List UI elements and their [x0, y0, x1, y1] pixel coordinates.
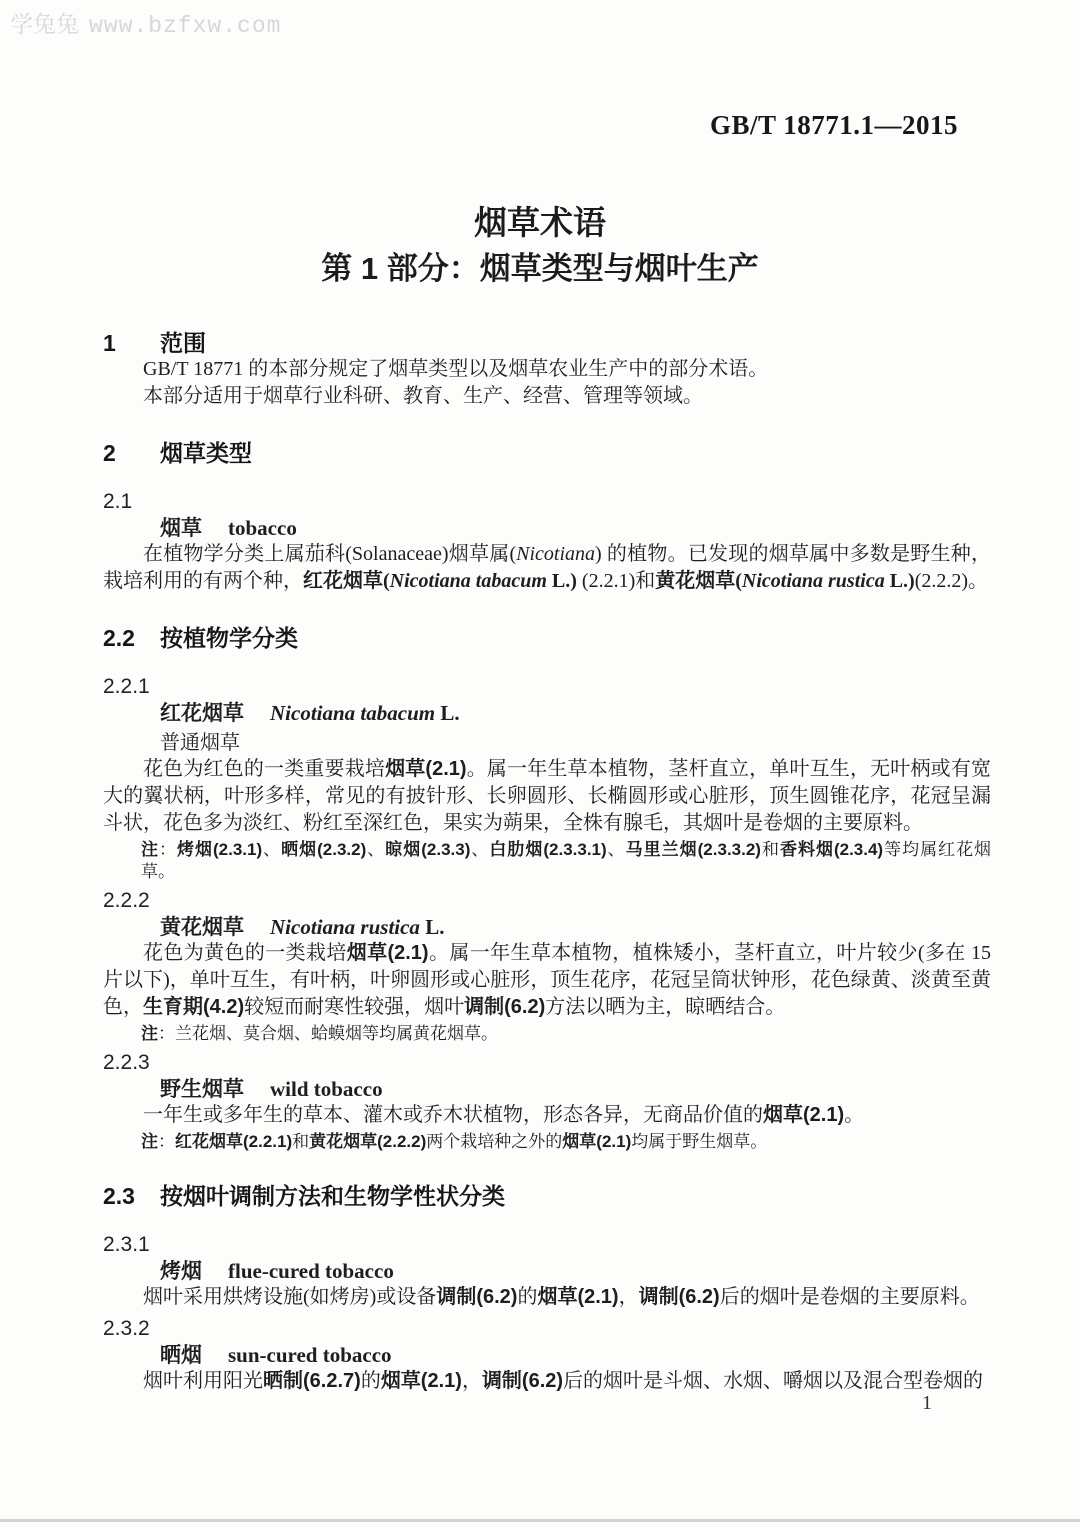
- heading-2.3: [103, 1183, 991, 1209]
- para: [103, 940, 991, 1021]
- text-run: ：: [158, 1132, 175, 1151]
- text-run: 香料烟(2.3.4): [779, 840, 884, 859]
- text-run: 烟草(2.1): [346, 942, 429, 964]
- heading-number: 2.2: [103, 625, 135, 651]
- para: [103, 541, 991, 595]
- text-run: 、: [470, 840, 490, 859]
- heading-number: 1: [103, 330, 116, 356]
- text-run: 调制(6.2): [638, 1286, 720, 1308]
- text-run: 白肋烟(2.3.3.1): [489, 840, 607, 859]
- clause-2.3.1: 2.3.1: [103, 1233, 150, 1256]
- para: [103, 1284, 991, 1311]
- text-run: Nicotiana rustica: [741, 570, 885, 592]
- text-run: 烟草(2.1): [763, 1104, 845, 1126]
- scan-edge-line: [0, 1519, 1080, 1522]
- clause-2.3.2: 2.3.2: [103, 1317, 150, 1340]
- text-run: (: [735, 570, 742, 592]
- text-run: 在植物学分类上属茄科(Solanaceae)烟草属(: [143, 543, 517, 565]
- text-run: ：兰花烟、莫合烟、蛤蟆烟等均属黄花烟草。: [158, 1024, 498, 1043]
- watermark-site-url: www.bzfxw.com: [89, 13, 282, 39]
- text-run: 烟草(2.1): [385, 758, 467, 780]
- text-run: 烟草(2.1): [562, 1132, 632, 1151]
- text-run: 烤烟(2.3.1): [177, 840, 263, 859]
- text-run: 等均属红花烟草。: [141, 840, 992, 881]
- text-run: 烟叶利用阳光: [143, 1370, 263, 1392]
- content: [103, 330, 991, 1395]
- text-run: Nicotiana tabacum: [389, 570, 547, 592]
- heading-1: [103, 330, 991, 356]
- text-run: 后的烟叶是卷烟的主要原料。: [719, 1286, 980, 1308]
- text-run: 黄花烟草: [160, 916, 244, 939]
- text-run: 调制(6.2): [481, 1370, 564, 1392]
- text-run: 和: [292, 1132, 310, 1151]
- text-run: 烤烟: [160, 1260, 202, 1283]
- text-run: 。: [844, 1104, 865, 1126]
- text-run: L.: [435, 701, 460, 725]
- text-run: 烟草(2.1): [537, 1286, 619, 1308]
- text-run: 黄花烟草(2.2.2): [309, 1132, 427, 1151]
- text-run: 较短而耐寒性较强，烟叶: [244, 996, 465, 1018]
- note: [141, 1023, 991, 1045]
- text-run: ) 的植物。已发现的烟草属中多数是野生种，栽培利用的有两个种，: [103, 543, 992, 592]
- para: [103, 756, 991, 837]
- text-run: 调制(6.2): [436, 1286, 518, 1308]
- text-run: GB/T 18771 的本部分规定了烟草类型以及烟草农业生产中的部分术语。: [143, 358, 769, 380]
- clause-2.2.1: 2.2.1: [103, 675, 150, 698]
- syn: [160, 730, 991, 756]
- text-run: 红花烟草: [160, 702, 244, 725]
- term: [160, 1077, 991, 1102]
- text-run: 野生烟草: [160, 1078, 244, 1101]
- text-run: 烟叶采用烘烤设施(如烤房)或设备: [143, 1286, 437, 1308]
- document-title: 烟草术语: [474, 204, 606, 241]
- text-run: L.): [884, 570, 915, 592]
- text-run: 调制(6.2): [464, 996, 546, 1018]
- text-run: 烟草(2.1): [380, 1370, 462, 1392]
- heading-text: 烟草类型: [160, 440, 252, 466]
- text-run: 方法以晒为主，晾晒结合。: [545, 996, 786, 1018]
- term: [160, 1343, 991, 1368]
- text-run: 。属一年生草本植物，茎杆直立，单叶互生，无叶柄或有宽大的翼状柄，叶形多样，常见的有披针形、长卵圆形、长椭圆形或心脏形，顶生圆锥花序，花冠呈漏斗状，花色多为淡红、粉红至深红色，果实为蒴果，全株有腺毛，其烟叶是卷烟的主要原料。: [103, 758, 991, 834]
- heading-2: [103, 440, 991, 466]
- text-run: 红花烟草: [303, 570, 383, 592]
- heading-text: 范围: [160, 330, 206, 356]
- text-run: 马里兰烟(2.3.3.2): [625, 840, 761, 859]
- text-run: 、: [366, 840, 386, 859]
- term: [160, 516, 991, 541]
- para: [103, 1368, 991, 1395]
- note: [141, 1131, 991, 1153]
- term: [160, 915, 991, 940]
- watermark-site-name: 学兔兔: [10, 11, 79, 37]
- heading-number: 2: [103, 440, 116, 466]
- text-run: 一年生或多年生的草本、灌木或乔木状植物，形态各异，无商品价值的: [143, 1104, 763, 1126]
- clause-2.2.3: 2.2.3: [103, 1051, 150, 1074]
- text-run: Nicotiana: [516, 543, 596, 565]
- text-run: Nicotiana tabacum: [270, 701, 436, 725]
- text-run: L.: [419, 915, 445, 939]
- text-run: 和: [760, 840, 780, 859]
- text-run: 生育期(4.2): [143, 996, 245, 1018]
- heading-2.2: [103, 625, 991, 651]
- text-run: (2.2.1)和: [576, 570, 656, 592]
- text-run: L.): [546, 570, 577, 592]
- text-run: 烟草: [160, 517, 202, 540]
- term: [160, 701, 991, 726]
- text-run: (: [383, 570, 390, 592]
- text-run: tobacco: [228, 516, 297, 540]
- clause-2.2.2: 2.2.2: [103, 889, 150, 912]
- text-run: 注: [141, 840, 159, 859]
- text-run: wild tobacco: [270, 1077, 383, 1101]
- text-run: 注: [141, 1024, 158, 1043]
- text-run: 、: [262, 840, 282, 859]
- text-run: 普通烟草: [160, 732, 240, 754]
- clause-2.1: 2.1: [103, 490, 133, 513]
- text-run: 本部分适用于烟草行业科研、教育、生产、经营、管理等领域。: [143, 385, 703, 407]
- heading-text: 按烟叶调制方法和生物学性状分类: [160, 1183, 505, 1209]
- heading-text: 按植物学分类: [160, 625, 298, 651]
- text-run: 花色为红色的一类重要栽培: [143, 758, 386, 780]
- text-run: ：: [159, 840, 177, 859]
- para: [103, 383, 991, 410]
- text-run: 花色为黄色的一类栽培: [143, 942, 347, 964]
- page-number: 1: [922, 1392, 932, 1414]
- text-run: 晒烟: [160, 1344, 202, 1367]
- standard-number: GB/T 18771.1—2015: [709, 110, 958, 140]
- text-run: 注: [141, 1132, 158, 1151]
- text-run: 、: [606, 840, 626, 859]
- text-run: ，: [618, 1286, 639, 1308]
- text-run: 黄花烟草: [655, 570, 736, 592]
- text-run: (2.2.2)。: [914, 570, 989, 592]
- text-run: flue-cured tobacco: [228, 1259, 394, 1283]
- watermark: [10, 6, 281, 39]
- text-run: 两个栽培种之外的: [426, 1132, 563, 1151]
- text-run: 后的烟叶是斗烟、水烟、嚼烟以及混合型卷烟的: [563, 1370, 984, 1392]
- text-run: Nicotiana rustica: [270, 915, 420, 939]
- para: [103, 356, 991, 383]
- text-run: 均属于野生烟草。: [631, 1132, 768, 1151]
- heading-number: 2.3: [103, 1183, 135, 1209]
- text-run: 的: [517, 1286, 538, 1308]
- text-run: 。属一年生草本植物，植株矮小，茎杆直立，叶片较少(多在 15 片以下)，单叶互生，有叶柄，叶卵圆形或心脏形，顶生花序，花冠呈筒状钟形，花色绿黄、淡黄至黄色，: [103, 942, 992, 1018]
- term: [160, 1259, 991, 1284]
- note: [141, 839, 991, 883]
- text-run: 的: [360, 1370, 381, 1392]
- text-run: ，: [461, 1370, 482, 1392]
- text-run: sun-cured tobacco: [228, 1343, 392, 1367]
- text-run: 红花烟草(2.2.1): [175, 1132, 293, 1151]
- document-subtitle: 第 1 部分：烟草类型与烟叶生产: [321, 251, 759, 286]
- text-run: 晾烟(2.3.3): [385, 840, 471, 859]
- text-run: 晒烟(2.3.2): [281, 840, 367, 859]
- text-run: 晒制(6.2.7): [263, 1370, 361, 1392]
- para: [103, 1102, 991, 1129]
